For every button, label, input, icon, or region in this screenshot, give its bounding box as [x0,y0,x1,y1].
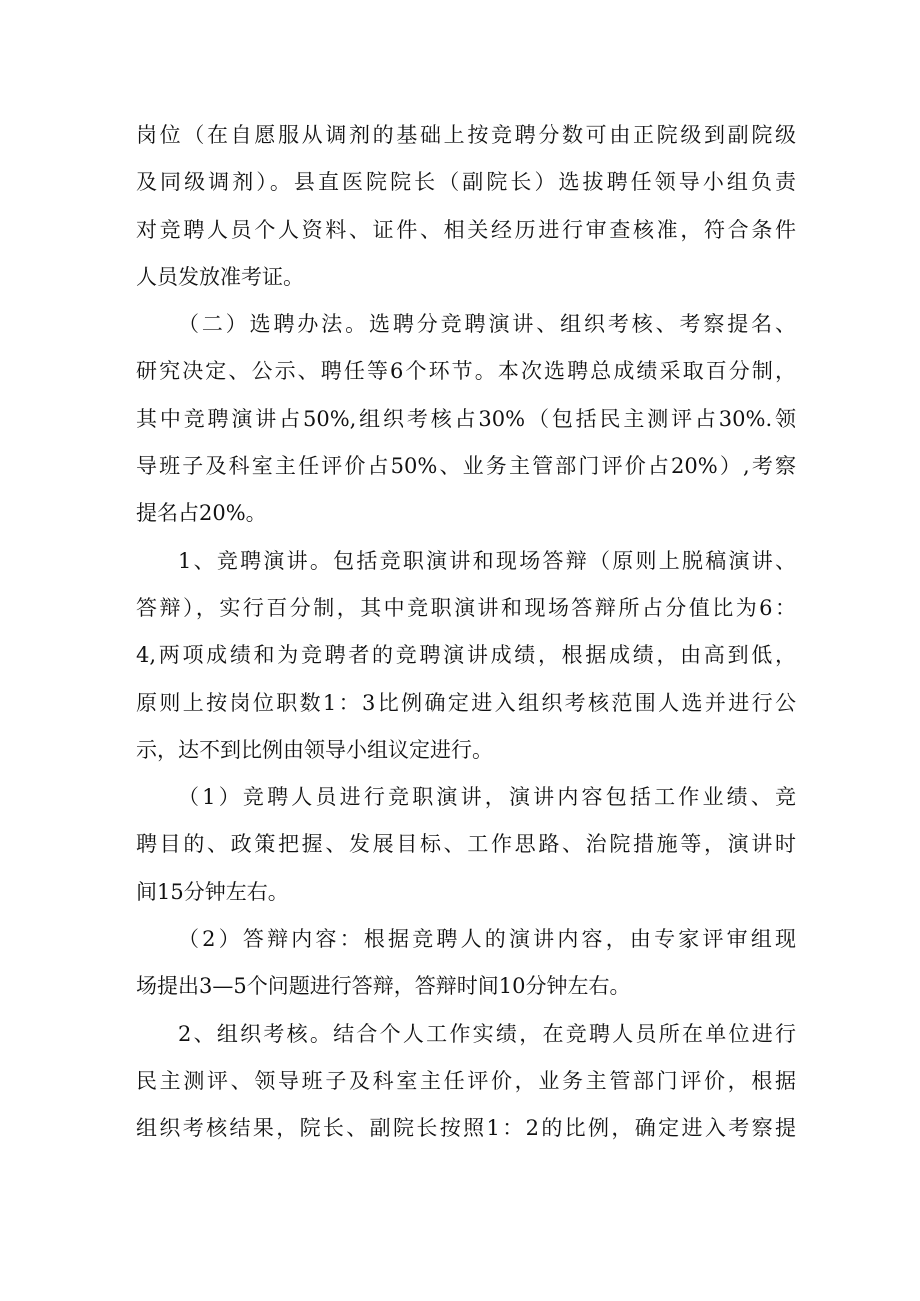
paragraph-6-line-3: 组织考核结果，院长、副院长按照1：2的比例，确定进入考察提 [136,1116,796,1141]
paragraph-5-line-2: 场提出3—5个问题进行答辩，答辩时间10分钟左右。 [136,974,631,999]
paragraph-4-line-3: 间15分钟左右。 [136,879,289,904]
paragraph-1-line-4: 人员发放准考证。 [136,264,304,289]
paragraph-3-line-3: 4,两项成绩和为竞聘者的竞聘演讲成绩，根据成绩，由高到低， [136,643,796,668]
paragraph-3-line-4: 原则上按岗位职数1：3比例确定进入组织考核范围人选并进行公 [136,690,796,715]
paragraph-2-line-1: （二）选聘办法。选聘分竞聘演讲、组织考核、考察提名、 [178,312,796,337]
paragraph-3-line-5: 示，达不到比例由领导小组议定进行。 [136,737,493,762]
paragraph-2-line-3: 其中竞聘演讲占50%,组织考核占30%（包括民主测评占30%.领 [136,406,796,431]
paragraph-1-line-3: 对竞聘人员个人资料、证件、相关经历进行审查核准，符合条件 [136,217,796,242]
paragraph-3-line-1: 1、竞聘演讲。包括竞职演讲和现场答辩（原则上脱稿演讲、 [178,548,796,573]
paragraph-4-line-1: （1）竞聘人员进行竞职演讲，演讲内容包括工作业绩、竞 [178,785,796,810]
paragraph-5-line-1: （2）答辩内容：根据竞聘人的演讲内容，由专家评审组现 [178,927,796,952]
paragraph-1-line-1: 岗位（在自愿服从调剂的基础上按竞聘分数可由正院级到副院级 [136,123,796,147]
paragraph-2-line-5: 提名占20%。 [136,501,267,526]
document-body [136,112,796,1153]
paragraph-4-line-2: 聘目的、政策把握、发展目标、工作思路、治院措施等，演讲时 [136,832,796,857]
paragraph-3-line-2: 答辩），实行百分制，其中竞职演讲和现场答辩所占分值比为6： [136,595,796,620]
paragraph-1-line-2: 及同级调剂）。县直医院院长（副院长）选拔聘任领导小组负责 [136,170,796,195]
paragraph-2-line-2: 研究决定、公示、聘任等6个环节。本次选聘总成绩采取百分制， [136,359,796,384]
paragraph-6-line-2: 民主测评、领导班子及科室主任评价，业务主管部门评价，根据 [136,1068,796,1093]
paragraph-6-line-1: 2、组织考核。结合个人工作实绩，在竞聘人员所在单位进行 [178,1021,796,1046]
paragraph-2-line-4: 导班子及科室主任评价占50%、业务主管部门评价占20%）,考察 [136,454,796,479]
